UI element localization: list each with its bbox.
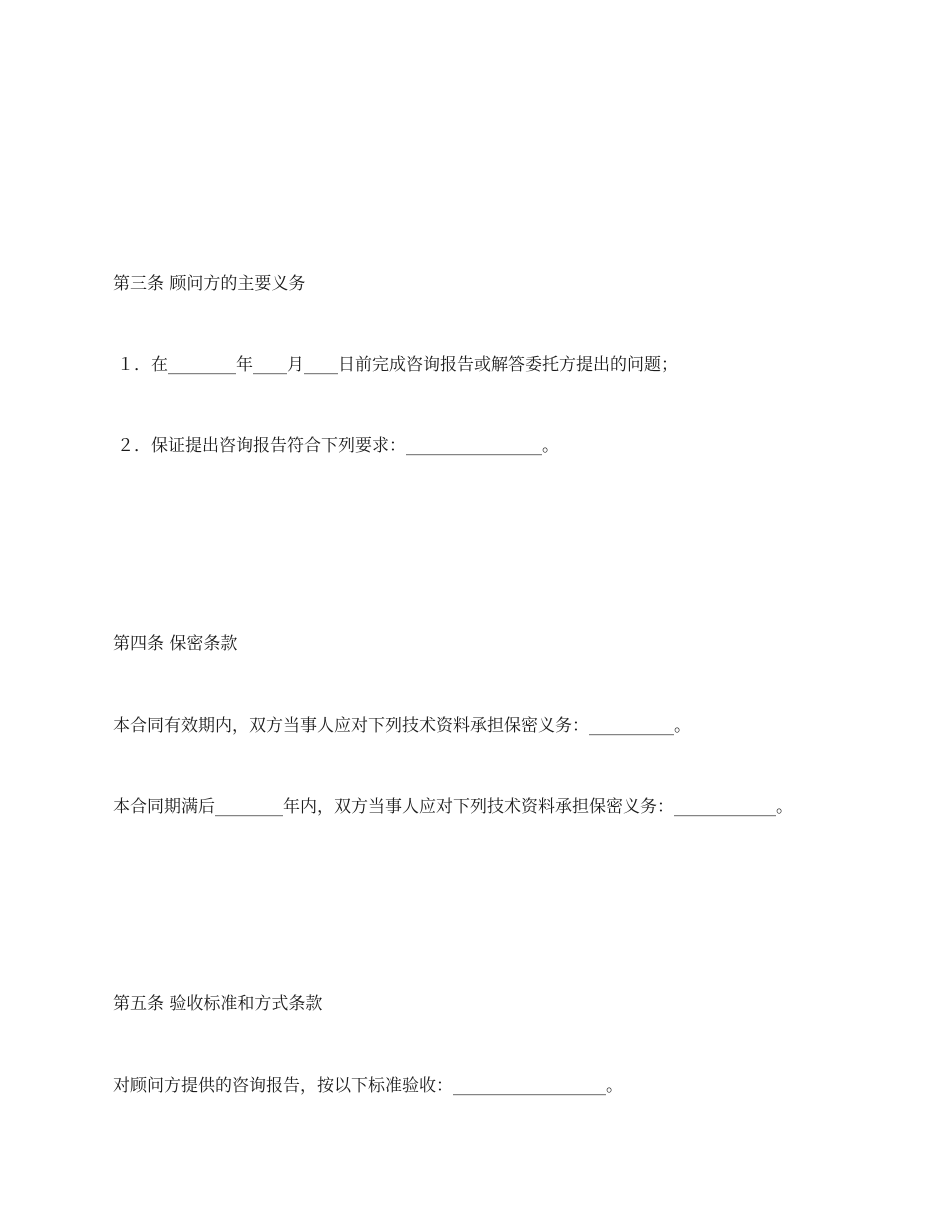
article-4-paragraph-2: 本合同期满后________年内，双方当事人应对下列技术资料承担保密义务：____________。 xyxy=(113,797,793,817)
article-3-item-2: ２．保证提出咨询报告符合下列要求：________________。 xyxy=(117,436,559,456)
article-5-paragraph-1: 对顾问方提供的咨询报告，按以下标准验收：__________________。 xyxy=(113,1076,623,1096)
article-4-heading: 第四条 保密条款 xyxy=(113,634,238,654)
article-3-item-1: １．在________年____月____日前完成咨询报告或解答委托方提出的问题； xyxy=(117,355,678,375)
article-4-paragraph-1: 本合同有效期内，双方当事人应对下列技术资料承担保密义务：__________。 xyxy=(113,716,691,736)
article-3-heading: 第三条 顾问方的主要义务 xyxy=(113,274,306,294)
article-5-heading: 第五条 验收标准和方式条款 xyxy=(113,994,323,1014)
